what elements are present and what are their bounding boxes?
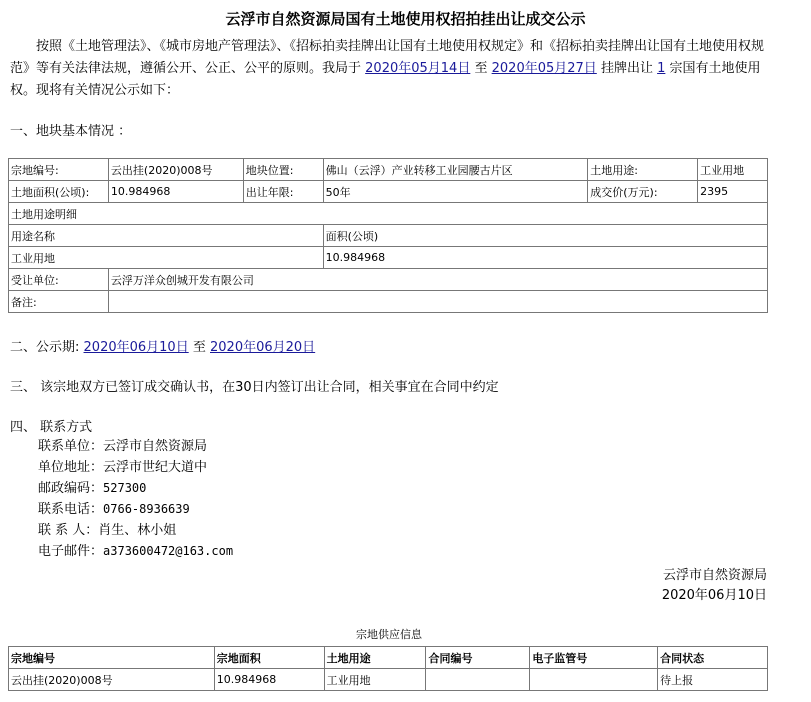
signature-date: 2020年06月10日 bbox=[661, 588, 767, 603]
parcel-area-value: 10.984968 bbox=[108, 181, 243, 203]
detail-use-name-header: 用途名称 bbox=[9, 225, 324, 247]
intro-paragraph bbox=[10, 36, 770, 102]
supply-header-status: 合同状态 bbox=[658, 647, 768, 669]
supply-cell-code: 云出挂(2020)008号 bbox=[9, 669, 215, 691]
table-row bbox=[9, 269, 768, 291]
supply-cell-area: 10.984968 bbox=[214, 669, 324, 691]
intro-count: 1 bbox=[657, 61, 666, 76]
parcel-location-label: 地块位置: bbox=[243, 159, 323, 181]
parcel-location-value: 佛山（云浮）产业转移工业园腰古片区 bbox=[323, 159, 588, 181]
table-row bbox=[9, 291, 768, 313]
supply-cell-supervision bbox=[530, 669, 658, 691]
remark-label: 备注: bbox=[9, 291, 109, 313]
parcel-table bbox=[8, 158, 768, 313]
parcel-detail-label: 土地用途明细 bbox=[9, 203, 768, 225]
intro-end-date: 2020年05月27日 bbox=[491, 61, 597, 76]
grantee-value: 云浮万洋众创城开发有限公司 bbox=[108, 269, 767, 291]
contact-unit: 联系单位：云浮市自然资源局 bbox=[38, 439, 208, 454]
table-row bbox=[9, 225, 768, 247]
postcode-value: 527300 bbox=[103, 481, 147, 495]
remark-value bbox=[108, 291, 767, 313]
supply-header-row bbox=[9, 647, 768, 669]
parcel-price-label: 成交价(万元): bbox=[588, 181, 698, 203]
grantee-label: 受让单位: bbox=[9, 269, 109, 291]
contact-phone bbox=[38, 499, 233, 520]
supply-cell-status: 待上报 bbox=[658, 669, 768, 691]
table-row bbox=[9, 247, 768, 269]
section-2 bbox=[10, 336, 315, 355]
phone-value: 0766-8936639 bbox=[103, 502, 190, 516]
contact-email bbox=[38, 541, 233, 562]
intro-text-3: 宗国有土地使用权。现将有关情况公示如下： bbox=[10, 61, 761, 98]
contact-person: 联 系 人：肖生、林小姐 bbox=[38, 523, 177, 538]
signature-org: 云浮市自然资源局 bbox=[662, 568, 767, 583]
parcel-price-value: 2395 bbox=[698, 181, 768, 203]
intro-text-2: 挂牌出让 bbox=[600, 61, 653, 76]
contact-block bbox=[38, 436, 233, 562]
table-row bbox=[9, 669, 768, 691]
table-row bbox=[9, 203, 768, 225]
supply-header-use: 土地用途 bbox=[324, 647, 426, 669]
supply-header-code: 宗地编号 bbox=[9, 647, 215, 669]
notice-to: 至 bbox=[192, 340, 206, 355]
detail-area-value: 10.984968 bbox=[323, 247, 767, 269]
contact-postcode bbox=[38, 478, 233, 499]
intro-start-date: 2020年05月14日 bbox=[365, 61, 471, 76]
section-2-label: 二、公示期: bbox=[10, 340, 80, 355]
notice-end-date: 2020年06月20日 bbox=[210, 340, 316, 355]
detail-use-value: 工业用地 bbox=[9, 247, 324, 269]
section-1-heading: 一、地块基本情况 ： bbox=[10, 124, 132, 139]
supply-caption: 宗地供应信息 bbox=[356, 628, 422, 641]
supply-cell-use: 工业用地 bbox=[324, 669, 426, 691]
contact-address: 单位地址：云浮市世纪大道中 bbox=[38, 460, 208, 475]
supply-header-supervision: 电子监管号 bbox=[530, 647, 658, 669]
parcel-code-value: 云出挂(2020)008号 bbox=[108, 159, 243, 181]
phone-label: 联系电话： bbox=[38, 502, 104, 517]
supply-table bbox=[8, 646, 768, 691]
supply-header-contract: 合同编号 bbox=[426, 647, 530, 669]
supply-cell-contract bbox=[426, 669, 530, 691]
email-value: a373600472@163.com bbox=[103, 544, 234, 558]
table-row bbox=[9, 181, 768, 203]
page-title: 云浮市自然资源局国有土地使用权招拍挂出让成交公示 bbox=[225, 10, 586, 28]
intro-text-1: 按照《土地管理法》、《城市房地产管理法》、《招标拍卖挂牌出让国有土地使用权规定》和《招标拍卖挂牌出让国有土地使用权规范》等有关法律法规，遵循公开、公正、公平的原则。我局于 bbox=[10, 39, 765, 76]
email-label: 电子邮件： bbox=[38, 544, 104, 559]
intro-to: 至 bbox=[474, 61, 488, 76]
notice-start-date: 2020年06月10日 bbox=[83, 340, 189, 355]
table-row bbox=[9, 159, 768, 181]
parcel-term-label: 出让年限: bbox=[243, 181, 323, 203]
parcel-code-label: 宗地编号: bbox=[9, 159, 109, 181]
parcel-use-label: 土地用途: bbox=[588, 159, 698, 181]
supply-header-area: 宗地面积 bbox=[214, 647, 324, 669]
section-3: 三、 该宗地双方已签订成交确认书，在30日内签订出让合同，相关事宜在合同中约定 bbox=[10, 380, 499, 395]
parcel-area-label: 土地面积(公顷): bbox=[9, 181, 109, 203]
parcel-term-value: 50年 bbox=[323, 181, 588, 203]
section-4-heading: 四、 联系方式 bbox=[10, 420, 93, 435]
parcel-use-value: 工业用地 bbox=[698, 159, 768, 181]
postcode-label: 邮政编码： bbox=[38, 481, 104, 496]
detail-area-header: 面积(公顷) bbox=[323, 225, 767, 247]
